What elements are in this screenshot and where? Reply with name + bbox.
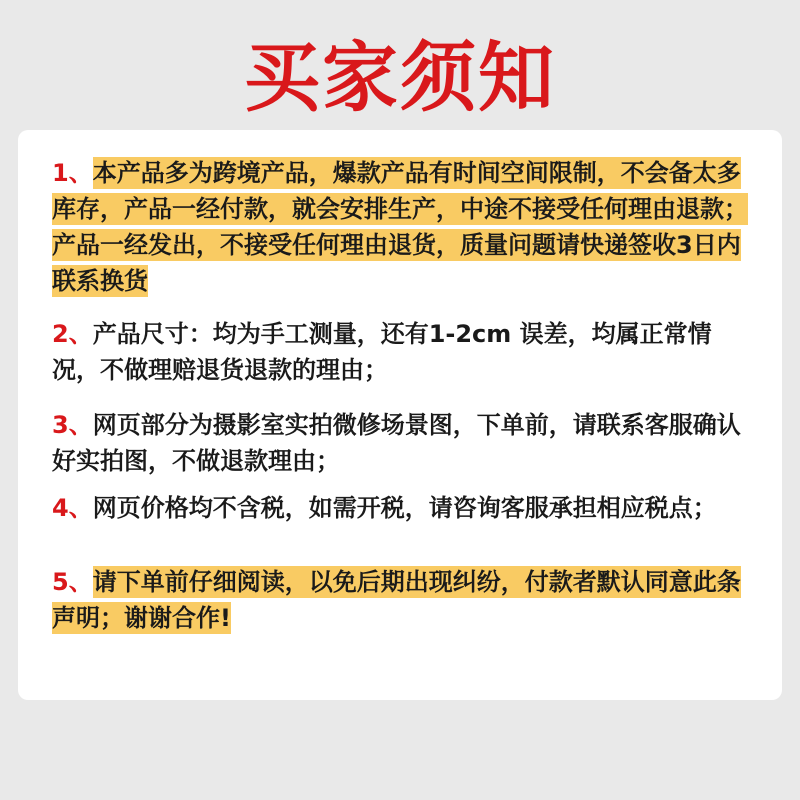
notice-item-1 [52, 155, 757, 299]
notice-number: 1、 [52, 159, 93, 187]
notice-number: 4、 [52, 494, 93, 522]
notice-item-5 [52, 564, 757, 636]
notice-number: 2、 [52, 320, 93, 348]
page-title: 买家须知 [244, 33, 556, 122]
notice-item-3 [52, 407, 757, 479]
notice-text: 产品尺寸：均为手工测量，还有1-2cm 误差，均属正常情况，不做理赔退货退款的理由； [52, 320, 712, 384]
notice-text: 网页价格均不含税，如需开税，请咨询客服承担相应税点； [92, 494, 717, 522]
notice-text-highlighted: 本产品多为跨境产品，爆款产品有时间空间限制，不会备太多库存，产品一经付款，就会安排生产，中途不接受任何理由退款；产品一经发出，不接受任何理由退货，质量问题请快递签收3日内联系换货 [52, 159, 748, 295]
notice-text-highlighted: 请下单前仔细阅读，以免后期出现纠纷，付款者默认同意此条声明；谢谢合作! [52, 568, 741, 632]
notice-item-4 [52, 490, 757, 526]
notice-text: 网页部分为摄影室实拍微修场景图，下单前，请联系客服确认好实拍图，不做退款理由； [52, 411, 741, 475]
notice-number: 5、 [52, 568, 93, 596]
notice-item-2 [52, 316, 757, 388]
notice-number: 3、 [52, 411, 93, 439]
